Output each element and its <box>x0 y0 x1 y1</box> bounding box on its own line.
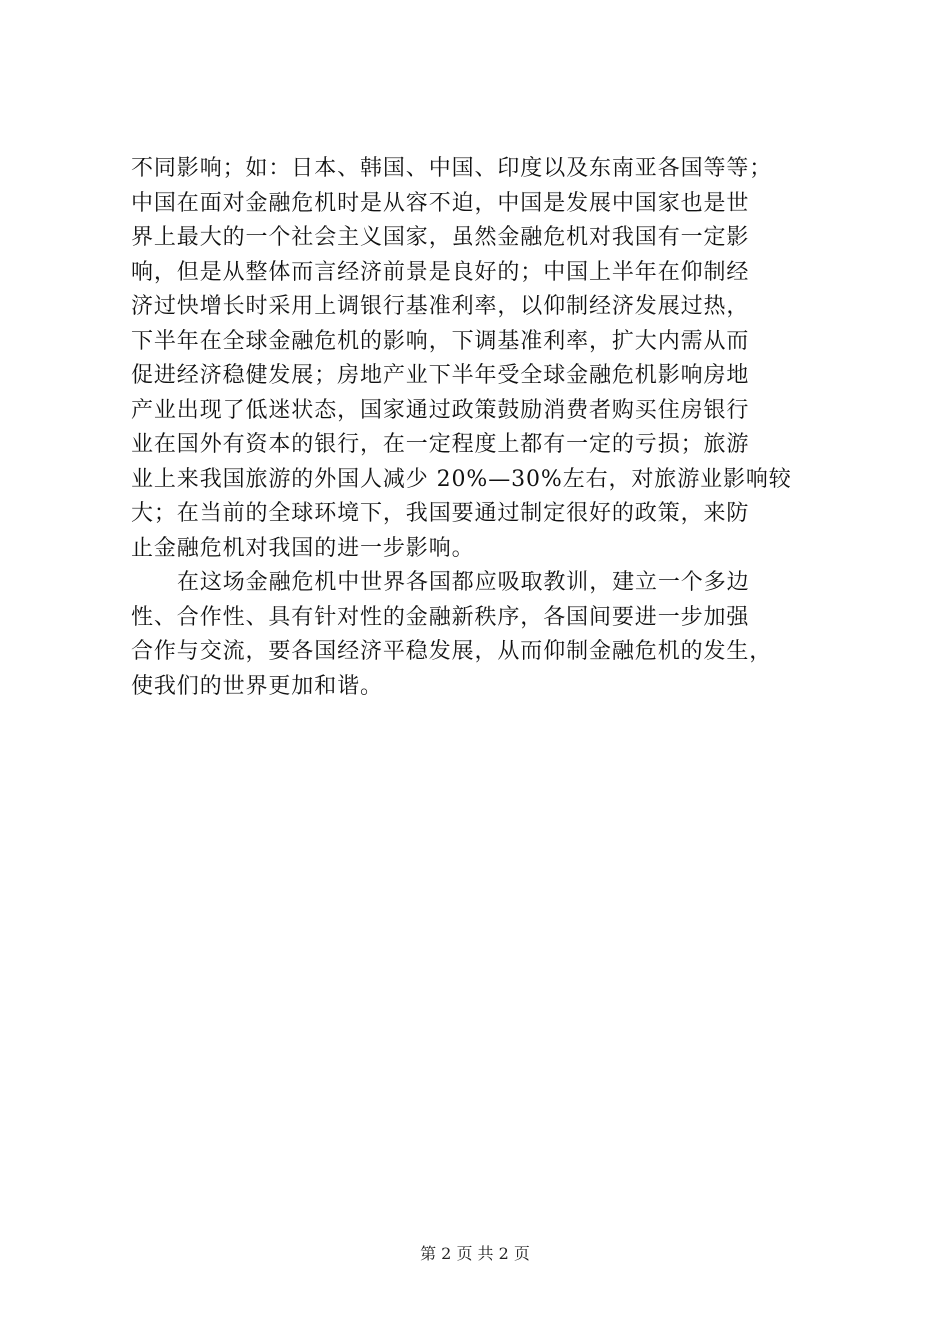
page-number: 第 2 页 共 2 页 <box>420 1244 530 1263</box>
text-line: 济过快增长时采用上调银行基准利率，以仰制经济发展过热， <box>131 294 750 319</box>
text-line: 业在国外有资本的银行，在一定程度上都有一定的亏损；旅游 <box>131 432 750 457</box>
text-line: 性、合作性、具有针对性的金融新秩序，各国间要进一步加强 <box>131 604 750 630</box>
text-line: 产业出现了低迷状态，国家通过政策鼓励消费者购买住房银行 <box>131 397 750 423</box>
paragraph-1 <box>131 152 851 566</box>
text-line: 中国在面对金融危机时是从容不迫，中国是发展中国家也是世 <box>131 190 750 216</box>
page-footer <box>0 1244 950 1264</box>
text-line: 业上来我国旅游的外国人减少 20%—30%左右，对旅游业影响较 <box>131 466 792 492</box>
text-line: 响，但是从整体而言经济前景是良好的；中国上半年在仰制经 <box>131 259 750 285</box>
text-line: 下半年在全球金融危机的影响，下调基准利率，扩大内需从而 <box>131 328 750 354</box>
text-line: 止金融危机对我国的进一步影响。 <box>131 535 475 561</box>
text-line: 界上最大的一个社会主义国家，虽然金融危机对我国有一定影 <box>131 225 750 250</box>
body-text <box>131 152 851 704</box>
paragraph-2 <box>131 566 851 704</box>
text-line: 在这场金融危机中世界各国都应吸取教训，建立一个多边 <box>177 570 750 595</box>
text-line: 不同影响；如：日本、韩国、中国、印度以及东南亚各国等等； <box>131 156 773 181</box>
text-line: 合作与交流，要各国经济平稳发展，从而仰制金融危机的发生， <box>131 639 773 664</box>
text-line: 使我们的世界更加和谐。 <box>131 673 383 699</box>
text-line: 大；在当前的全球环境下，我国要通过制定很好的政策，来防 <box>131 501 750 526</box>
text-line: 促进经济稳健发展；房地产业下半年受全球金融危机影响房地 <box>131 363 750 388</box>
